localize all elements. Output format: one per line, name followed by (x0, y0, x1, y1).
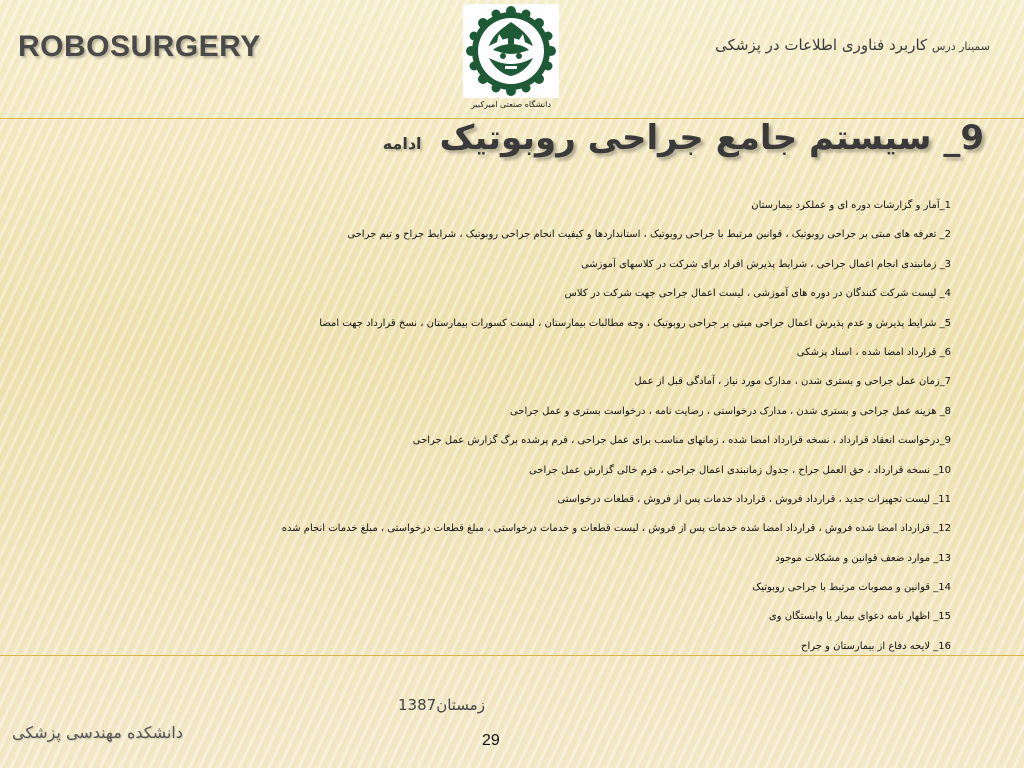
seminar-course: کاربرد فناوری اطلاعات در پزشکی (715, 36, 928, 54)
list-item: 4_ لیست شرکت کنندگان در دوره های آموزشی ، لیست اعمال جراحی جهت شرکت در کلاس (564, 288, 951, 300)
list-item: 14_ قوانین و مصوبات مرتبط با جراحی روبوتیک (752, 582, 951, 594)
seminar-prefix: سمینار درس (931, 40, 990, 53)
list-item: 12_ قرارداد امضا شده فروش ، قرارداد امضا شده خدمات پس از فروش ، لیست قطعات و خدمات درخواستی ، مبلغ قطعات درخواستی ، مبلغ خدمات انجام شده (281, 523, 951, 535)
university-emblem-icon (463, 4, 559, 98)
list-item: 10_ نسخه قرارداد ، حق العمل جراح ، جدول زمانبندی اعمال جراحی ، فرم خالی گزارش عمل جراحی (528, 464, 951, 476)
slide-title: ROBOSURGERY (18, 30, 261, 63)
list-item: 16_ لایحه دفاع از بیمارستان و جراح (801, 640, 951, 652)
list-item: 11_ لیست تجهیزات جدید ، قرارداد فروش ، قرارداد خدمات پس از فروش ، قطعات درخواستی (557, 493, 951, 505)
list-item: 3_ زمانبندی انجام اعمال جراحی ، شرایط پذیرش افراد برای شرکت در کلاسهای آموزشی (580, 258, 951, 270)
list-item: 8_ هزینه عمل جراحی و بستری شدن ، مدارک درخواستی ، رضایت نامه ، درخواست بستری و عمل جراحی (509, 405, 951, 417)
list-item: 7_زمان عمل جراحی و بستری شدن ، مدارک مورد نیاز ، آمادگی قبل از عمل (634, 376, 951, 388)
list-item: 1_آمار و گزارشات دوره ای و عملکرد بیمارستان (751, 200, 951, 211)
faculty-name: دانشکده مهندسی پزشکی (12, 723, 183, 742)
list-item: 6_ قرارداد امضا شده ، اسناد پزشکی (796, 346, 951, 358)
list-item: 2_ تعرفه های مبتی بر جراحی روبوتیک ، قوانین مرتبط با جراحی روبوتیک ، استانداردها و کیفیت انجام جراحی روبوتیک ، شرایط جراح و تیم جراحی (347, 229, 951, 241)
seminar-title (715, 36, 990, 54)
slide-heading (383, 118, 984, 158)
list-item: 15_ اظهار نامه دعوای بیمار یا وابستگان وی (768, 611, 951, 623)
page-number: 29 (482, 732, 500, 749)
season-date: زمستان1387 (398, 696, 485, 714)
items-list (151, 191, 951, 661)
heading-continued: ادامه (382, 134, 422, 153)
list-item: 13_ موارد ضعف قوانین و مشکلات موجود (775, 552, 951, 564)
list-item: 9_درخواست انعقاد قرارداد ، نسخه قرارداد امضا شده ، زمانهای مناسب برای عمل جراحی ، فرم پرشده برگ گزارش عمل جراحی (412, 435, 951, 447)
logo-caption: دانشگاه صنعتی امیرکبیر (471, 100, 551, 109)
list-item: 5_ شرایط پذیرش و عدم پذیرش اعمال جراحی مبتی بر جراحی روبوتیک ، وجه مطالبات بیمارستان ، لیست کسورات بیمارستان ، نسخ قرارداد جهت امضا (319, 317, 951, 329)
heading-main: 9_ سیستم جامع جراحی روبوتیک (439, 118, 984, 158)
bottom-divider (0, 655, 1024, 656)
